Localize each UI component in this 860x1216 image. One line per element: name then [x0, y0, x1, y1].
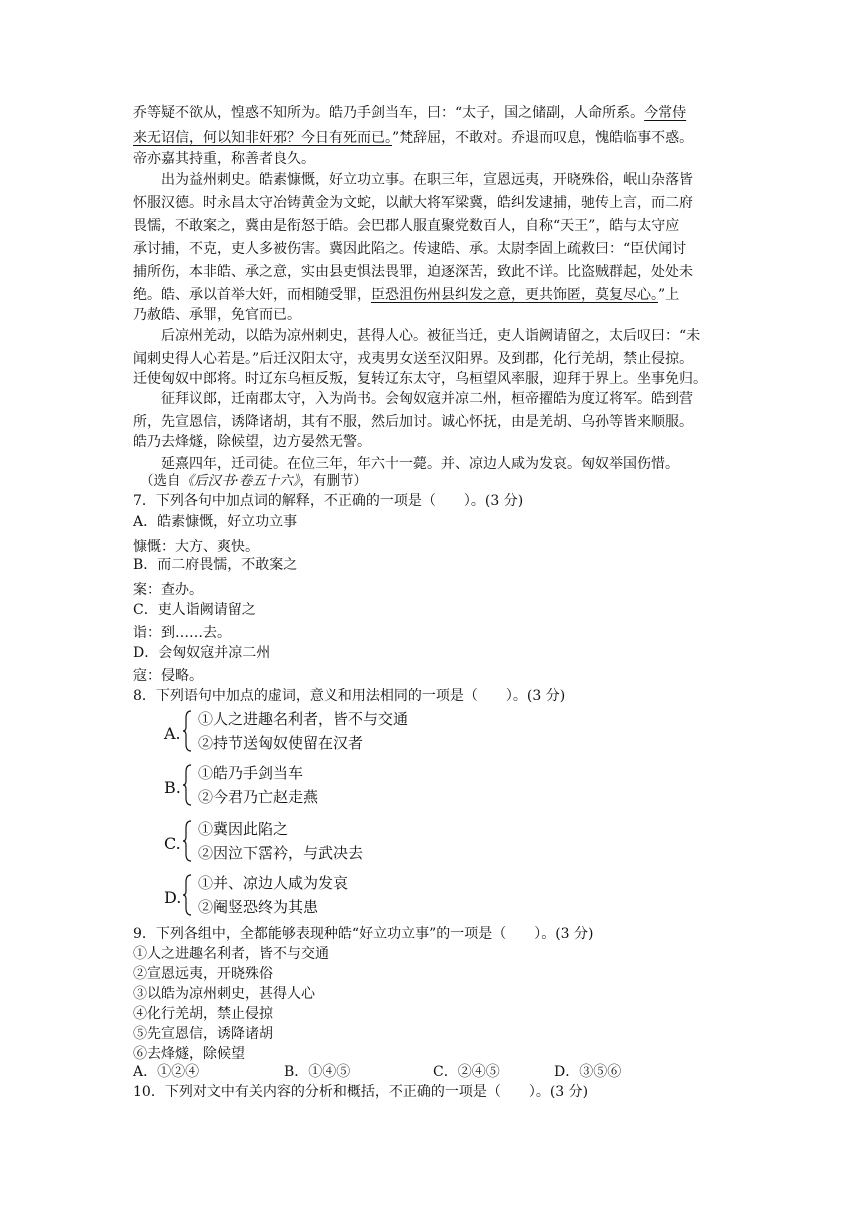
option-row: ①人之进趣名利者，皆不与交通 [198, 710, 409, 728]
text-span: 乔等疑不欲从，惶惑不知所为。皓乃手剑当车，曰：“太子，国之储副，人命所系。 [133, 105, 645, 121]
text-span: ”梵辞屈，不敢对。乔退而叹息，愧皓临事不惑。 [392, 130, 694, 146]
option-label: B. [164, 778, 181, 797]
q9-item: ③以皓为凉州刺史，甚得人心 [133, 986, 315, 1002]
option-row: ②阉竖恐终为其患 [198, 898, 319, 916]
underlined-text: 臣恐沮伤州县纠发之意，更共饰匿，莫复尽心。 [371, 287, 658, 303]
passage-line: 帝亦嘉其持重，称善者良久。 [133, 151, 315, 167]
q9-item: ⑤先宣恩信，诱降诸胡 [133, 1026, 273, 1042]
option-label: D. [164, 888, 182, 907]
question-7-stem: 7．下列各句中加点词的解释，不正确的一项是（ ）。(3 分) [133, 493, 524, 509]
option-row: ①并、凉边人咸为发哀 [198, 874, 349, 892]
passage-line: 后凉州羌动，以皓为凉州刺史，甚得人心。被征当迁，吏人诣阙请留之，太后叹曰：“未 [161, 328, 701, 344]
passage-line [133, 103, 686, 123]
q7-option-d-explain: 寇：侵略。 [133, 668, 203, 684]
q7-option-d: D．会匈奴寇并凉二州 [133, 645, 271, 661]
q9-choice-c: C．②④⑤ [433, 1064, 500, 1080]
passage-line: 迁使匈奴中郎将。时辽东乌桓反叛，复转辽东太守，乌桓望风率服，迎拜于界上。坐事免归。 [133, 371, 707, 387]
question-10-stem: 10．下列对文中有关内容的分析和概括，不正确的一项是（ ）。(3 分) [133, 1084, 589, 1100]
text-span: ，有删节） [299, 473, 368, 489]
text-span: 绝。皓、承以首举大奸，而相随受罪， [133, 287, 371, 303]
text-span: （选自 [140, 473, 181, 489]
brace-icon [182, 710, 192, 752]
passage-line: 捕所伤，本非皓、承之意，实由县吏惧法畏罪，迫逐深苦，致此不详。比盗贼群起，处处未 [133, 264, 693, 280]
q7-option-b-explain: 案：查办。 [133, 582, 203, 598]
option-label: A. [164, 724, 181, 743]
passage-line: 乃赦皓、承罪，免官而已。 [133, 307, 301, 323]
q9-choice-d: D．③⑤⑥ [554, 1064, 622, 1080]
q9-item: ①人之进趣名利者，皆不与交通 [133, 946, 329, 962]
brace-icon [182, 764, 192, 806]
text-span: ”上 [658, 287, 680, 303]
passage-line [133, 285, 679, 305]
book-title: 《后汉书·卷五十六》 [180, 473, 300, 489]
option-row: ①皓乃手剑当车 [198, 764, 304, 782]
question-9-stem: 9．下列各组中，全都能够表现种皓“好立功立事”的一项是（ ）。(3 分) [133, 926, 594, 942]
passage-line: 征拜议郎，迁南郡太守，入为尚书。会匈奴寇并凉二州，桓帝擢皓为度辽将军。皓到营 [161, 391, 693, 407]
passage-line: 承讨捕，不克，吏人多被伤害。冀因此陷之。传逮皓、承。太尉李固上疏救曰：“臣伏闻讨 [133, 241, 687, 257]
underlined-text: 来无诏信，何以知非奸邪？今日有死而已。 [133, 130, 392, 146]
passage-line: 延熹四年，迁司徒。在位三年，年六十一薨。并、凉边人咸为发哀。匈奴举国伤惜。 [161, 456, 679, 472]
option-row: ②因泣下霑衿，与武决去 [198, 844, 364, 862]
q7-option-a-explain: 慷慨：大方、爽快。 [133, 539, 259, 555]
passage-line [133, 128, 693, 148]
underlined-text: 今常侍 [644, 105, 687, 121]
passage-line: 闻刺史得人心若是。”后迁汉阳太守，戎夷男女送至汉阳界。及到郡，化行羌胡，禁止侵掠。 [133, 351, 694, 367]
source-citation [140, 471, 367, 491]
option-row: ②今君乃亡赵走燕 [198, 788, 319, 806]
q9-choice-b: B．①④⑤ [284, 1064, 351, 1080]
q7-option-c: C．吏人诣阙请留之 [133, 602, 256, 618]
q9-item: ④化行羌胡，禁止侵掠 [133, 1006, 273, 1022]
q7-option-b: B．而二府畏懦，不敢案之 [133, 557, 298, 573]
passage-line: 畏懦，不敢案之，冀由是衔怒于皓。会巴郡人服直聚党数百人，自称“天王”，皓与太守应 [133, 218, 680, 234]
option-row: ①冀因此陷之 [198, 820, 289, 838]
q7-option-a: A．皓素慷慨，好立功立事 [133, 514, 298, 530]
brace-icon [182, 874, 192, 916]
question-8-stem: 8．下列语句中加点的虚词，意义和用法相同的一项是（ ）。(3 分) [133, 688, 566, 704]
passage-line: 怀服汉德。时永昌太守冶铸黄金为文蛇，以献大将军梁冀，皓纠发逮捕，驰传上言，而二府 [133, 195, 693, 211]
q7-option-c-explain: 诣：到……去。 [133, 625, 231, 641]
passage-line: 皓乃去烽燧，除候望，边方晏然无警。 [133, 434, 371, 450]
q9-item: ②宣恩远夷，开晓殊俗 [133, 966, 273, 982]
brace-icon [182, 820, 192, 862]
option-row: ②持节送匈奴使留在汉者 [198, 734, 364, 752]
passage-line: 出为益州刺史。皓素慷慨，好立功立事。在职三年，宣恩远夷，开晓殊俗，岷山杂落皆 [161, 172, 693, 188]
passage-line: 所，先宣恩信，诱降诸胡，其有不服，然后加讨。诚心怀抚，由是羌胡、乌孙等皆来顺服。 [133, 414, 693, 430]
q9-item: ⑥去烽燧，除候望 [133, 1046, 245, 1062]
option-label: C. [164, 834, 181, 853]
q9-choice-a: A．①②④ [133, 1064, 200, 1080]
